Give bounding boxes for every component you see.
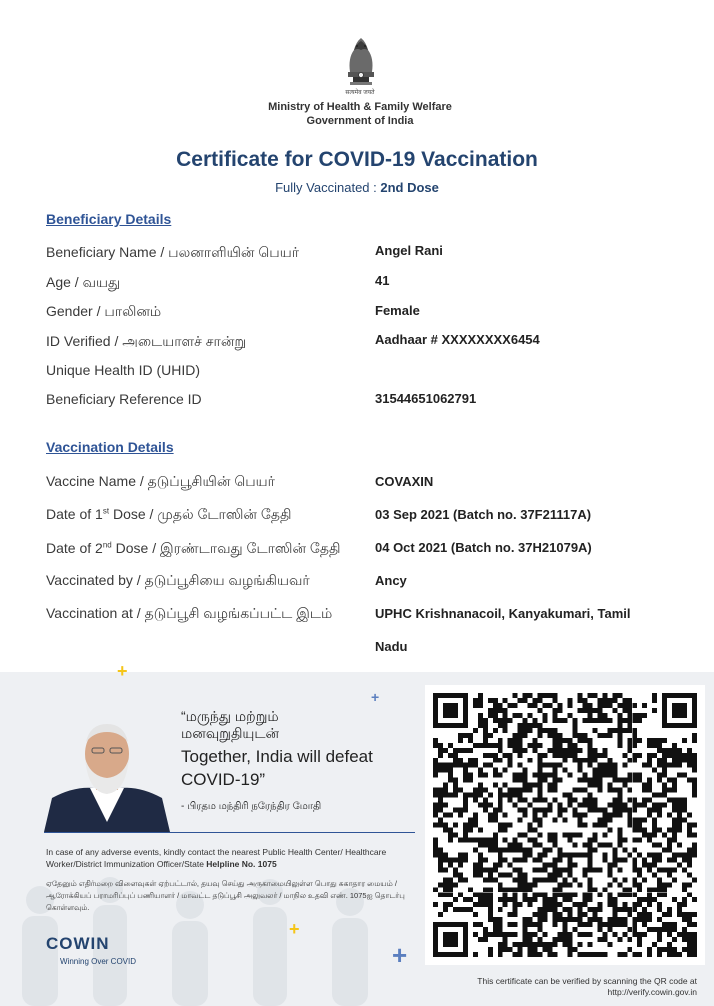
gender-label: Gender / பாலினம் xyxy=(46,303,162,319)
plus-decoration-icon: + xyxy=(392,940,408,970)
plus-decoration-icon: + xyxy=(371,689,380,705)
vaccination-section-heading: Vaccination Details xyxy=(46,439,174,455)
cowin-tagline: Winning Over COVID xyxy=(60,957,137,966)
vaccinated-by-value: Ancy xyxy=(375,573,407,588)
quote-attribution: - பிரதம மந்திரி நரேந்திர மோதி xyxy=(181,801,322,812)
vaccine-name-value: COVAXIN xyxy=(375,474,434,489)
first-dose-date-label xyxy=(46,506,291,525)
gender-value: Female xyxy=(375,303,420,318)
reference-id-value: 31544651062791 xyxy=(375,391,477,406)
vaccination-at-value-line1: UPHC Krishnanacoil, Kanyakumari, Tamil xyxy=(375,606,631,621)
adverse-events-notice-tamil: ஏதேனும் எதிர்மறை விளைவுகள் ஏற்பட்டால், தயவு செய்து அருகாமையிலுள்ள பொது சுகாதார மையம் / ஆரோக்கியப் பராமரிப்புப் பணியாளர் / மாவட்ட தடுப்பூசி அலுவலர் / மாநில உதவி எண். 1075ஐ தொடர்பு கொள்ளவும். xyxy=(46,879,405,912)
ministry-line-2: Government of India xyxy=(306,115,414,127)
cowin-logo: COWIN xyxy=(46,934,110,953)
age-label: Age / வயது xyxy=(46,274,121,290)
vaccinated-by-label: Vaccinated by / தடுப்பூசியை வழங்கியவர் xyxy=(46,572,310,588)
adverse-events-notice-english xyxy=(46,846,406,870)
vaccine-name-label: Vaccine Name / தடுப்பூசியின் பெயர் xyxy=(46,473,275,489)
quote-english: Together, India will defeat COVID-19” xyxy=(181,747,373,789)
national-emblem-icon xyxy=(336,28,386,90)
vaccination-at-value-line2: Nadu xyxy=(375,639,408,654)
status-prefix: Fully Vaccinated : xyxy=(275,180,381,195)
first-dose-label-rest: Dose / முதல் டோஸின் தேதி xyxy=(109,506,292,522)
emblem-motto: सत्यमेव जयते xyxy=(345,90,375,96)
adverse-en-text: In case of any adverse events, kindly contact the nearest Public Health Center/ Healthcare Worker/District Immunization Officer/State xyxy=(46,847,387,869)
beneficiary-name-value: Angel Rani xyxy=(375,243,443,258)
certificate-title: Certificate for COVID-19 Vaccination xyxy=(176,148,538,171)
second-dose-date-label xyxy=(46,540,340,559)
qr-finder-pattern xyxy=(662,693,697,728)
qr-modules xyxy=(433,693,697,957)
verification-text: This certificate can be verified by scanning the QR code at xyxy=(477,976,697,986)
first-dose-date-value: 03 Sep 2021 (Batch no. 37F21117A) xyxy=(375,507,592,522)
qr-code-icon xyxy=(433,693,697,957)
prime-minister-photo xyxy=(44,718,170,832)
ministry-line-1: Ministry of Health & Family Welfare xyxy=(268,101,452,113)
reference-id-label: Beneficiary Reference ID xyxy=(46,391,202,407)
second-dose-label-rest: Dose / இரண்டாவது டோஸின் தேதி xyxy=(111,540,341,556)
id-verified-label: ID Verified / அடையாளச் சான்று xyxy=(46,333,247,349)
quote-tamil: “மருந்து மற்றும் மனவுறுதியுடன் xyxy=(181,708,280,741)
plus-decoration-icon: + xyxy=(289,919,300,939)
ministry-name xyxy=(200,100,520,128)
qr-finder-pattern xyxy=(433,922,468,957)
plus-decoration-icon: + xyxy=(117,661,128,681)
id-verified-value: Aadhaar # XXXXXXXX6454 xyxy=(375,332,540,347)
vaccination-status xyxy=(157,180,557,195)
footer-divider xyxy=(44,832,415,833)
verification-note xyxy=(420,976,697,998)
beneficiary-section-heading: Beneficiary Details xyxy=(46,211,172,227)
uhid-label: Unique Health ID (UHID) xyxy=(46,362,201,378)
verification-url: http://verify.cowin.gov.in xyxy=(607,987,697,997)
second-dose-ordinal: nd xyxy=(102,540,112,550)
qr-finder-pattern xyxy=(433,693,468,728)
age-value: 41 xyxy=(375,273,390,288)
first-dose-ordinal: st xyxy=(102,506,110,516)
first-dose-label-text: Date of 1 xyxy=(46,506,103,522)
second-dose-date-value: 04 Oct 2021 (Batch no. 37H21079A) xyxy=(375,540,592,555)
status-dose: 2nd Dose xyxy=(380,180,439,195)
vaccination-at-label: Vaccination at / தடுப்பூசி வழங்கப்பட்ட இடம் xyxy=(46,605,333,621)
helpline-number: Helpline No. 1075 xyxy=(206,859,277,869)
beneficiary-name-label: Beneficiary Name / பலனாளியின் பெயர் xyxy=(46,244,300,260)
second-dose-label-text: Date of 2 xyxy=(46,540,103,556)
